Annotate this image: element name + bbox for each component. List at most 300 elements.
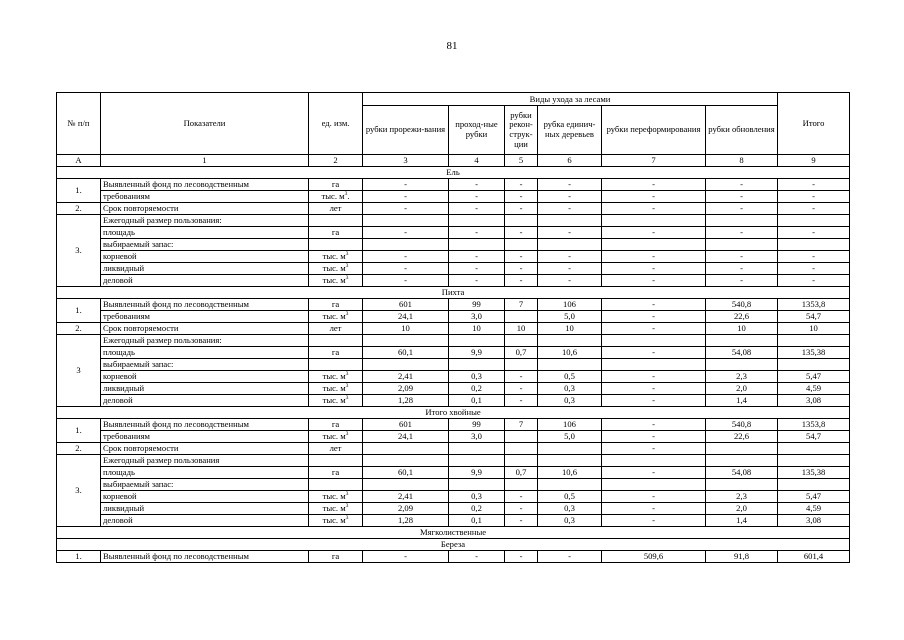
row-value: - (363, 263, 449, 275)
row-value: 0,3 (538, 503, 602, 515)
row-value: - (706, 191, 778, 203)
table-row (57, 251, 850, 263)
row-value: 0,3 (538, 515, 602, 527)
row-value (363, 215, 449, 227)
row-unit (309, 371, 363, 383)
row-value: 5,47 (778, 491, 850, 503)
table-row (57, 419, 850, 431)
row-value: - (505, 383, 538, 395)
row-value: 10 (449, 323, 505, 335)
row-value: 135,38 (778, 467, 850, 479)
row-value: 0,3 (449, 371, 505, 383)
row-value (363, 443, 449, 455)
row-value: 54,7 (778, 311, 850, 323)
row-value: - (363, 227, 449, 239)
row-value: - (706, 227, 778, 239)
row-indicator-label: требованиям (101, 311, 309, 323)
row-value (363, 335, 449, 347)
table-row (57, 203, 850, 215)
row-value: 10,6 (538, 467, 602, 479)
table-row (57, 335, 850, 347)
header-group-care-types: Виды ухода за лесами (363, 93, 778, 106)
row-value (706, 359, 778, 371)
row-value (706, 215, 778, 227)
row-value (449, 359, 505, 371)
column-number: 7 (602, 155, 706, 167)
row-value: 22,6 (706, 311, 778, 323)
row-unit (309, 491, 363, 503)
row-number: 1. (57, 299, 101, 323)
row-value: - (778, 251, 850, 263)
row-unit (309, 203, 363, 215)
unit-superscript: 3 (345, 371, 349, 378)
row-unit (309, 419, 363, 431)
row-value: - (602, 431, 706, 443)
row-value: - (505, 371, 538, 383)
row-unit (309, 179, 363, 191)
row-value: 2,0 (706, 383, 778, 395)
unit-superscript: 3 (345, 491, 349, 498)
row-value (778, 215, 850, 227)
table-row (57, 359, 850, 371)
table-row (57, 371, 850, 383)
row-value: - (602, 191, 706, 203)
row-value (778, 335, 850, 347)
row-value: 0,2 (449, 503, 505, 515)
row-value (538, 335, 602, 347)
row-value: - (778, 227, 850, 239)
row-unit (309, 227, 363, 239)
row-unit (309, 263, 363, 275)
unit-text: тыс. м (322, 275, 346, 286)
row-value: 7 (505, 419, 538, 431)
row-value: 3,0 (449, 311, 505, 323)
row-value: - (363, 191, 449, 203)
row-value (602, 359, 706, 371)
row-value (602, 455, 706, 467)
row-value: 99 (449, 419, 505, 431)
row-value (505, 431, 538, 443)
unit-text: га (331, 347, 340, 358)
row-indicator-label: Ежегодный размер пользования: (101, 215, 309, 227)
table-row (57, 503, 850, 515)
row-value: - (538, 275, 602, 287)
row-value: - (602, 263, 706, 275)
header-col-total: Итого (778, 93, 850, 155)
row-value: 9,9 (449, 347, 505, 359)
table-row (57, 491, 850, 503)
table-row (57, 263, 850, 275)
row-value (363, 359, 449, 371)
row-value: - (706, 251, 778, 263)
row-value: - (505, 515, 538, 527)
fir-section-title: Пихта (57, 287, 850, 299)
unit-text: тыс. м (322, 263, 346, 274)
row-value: 540,8 (706, 299, 778, 311)
row-unit (309, 191, 363, 203)
unit-text: тыс. м (322, 383, 346, 394)
row-value: 106 (538, 299, 602, 311)
row-value (363, 239, 449, 251)
row-value: 4,59 (778, 503, 850, 515)
row-value: 0,5 (538, 491, 602, 503)
row-value: - (602, 275, 706, 287)
row-value: 601 (363, 419, 449, 431)
column-number: 5 (505, 155, 538, 167)
row-value (505, 335, 538, 347)
row-value: 0,5 (538, 371, 602, 383)
header-col-single-trees: рубка единич-ных деревьев (538, 106, 602, 155)
row-value: - (505, 491, 538, 503)
row-value: - (538, 227, 602, 239)
row-value: - (363, 203, 449, 215)
birch-section-title: Береза (57, 539, 850, 551)
row-number: 2. (57, 323, 101, 335)
row-value: 2,09 (363, 383, 449, 395)
row-value: - (449, 179, 505, 191)
row-number: 1. (57, 551, 101, 563)
table-row (57, 191, 850, 203)
row-value: - (538, 203, 602, 215)
unit-text: га (331, 467, 340, 478)
table-row (57, 311, 850, 323)
table-row (57, 479, 850, 491)
row-value: 2,3 (706, 491, 778, 503)
row-value: - (602, 515, 706, 527)
row-value: 24,1 (363, 311, 449, 323)
table-row (57, 443, 850, 455)
row-number: 1. (57, 419, 101, 443)
table-row (57, 455, 850, 467)
row-value: 0,3 (538, 395, 602, 407)
row-value: 0,2 (449, 383, 505, 395)
row-value: 10,6 (538, 347, 602, 359)
row-value: 1,28 (363, 395, 449, 407)
row-unit (309, 467, 363, 479)
row-number: 1. (57, 179, 101, 203)
row-value (505, 479, 538, 491)
row-value (449, 479, 505, 491)
unit-text: тыс. м (322, 503, 346, 514)
row-indicator-label: Выявленный фонд по лесоводственным (101, 179, 309, 191)
row-value (363, 479, 449, 491)
unit-text: тыс. м (322, 251, 346, 262)
row-indicator-label: Срок повторяемости (101, 203, 309, 215)
row-value (505, 443, 538, 455)
row-unit (309, 335, 363, 347)
row-value: 22,6 (706, 431, 778, 443)
row-value (505, 215, 538, 227)
row-indicator-label: ликвидный (101, 503, 309, 515)
row-value: - (505, 251, 538, 263)
row-value: 10 (778, 323, 850, 335)
row-value: - (363, 551, 449, 563)
row-value: - (449, 227, 505, 239)
row-value: - (602, 491, 706, 503)
row-value: 5,0 (538, 311, 602, 323)
unit-superscript: 3 (344, 191, 348, 198)
row-value: - (505, 179, 538, 191)
column-number: 8 (706, 155, 778, 167)
row-value: 0,7 (505, 347, 538, 359)
row-indicator-label: корневой (101, 491, 309, 503)
row-value (449, 455, 505, 467)
row-value: - (505, 227, 538, 239)
row-value (602, 239, 706, 251)
table-row (57, 179, 850, 191)
header-col-thinning: рубки прорежи-вания (363, 106, 449, 155)
row-value (538, 359, 602, 371)
row-value: 0,3 (538, 383, 602, 395)
row-indicator-label: выбираемый запас: (101, 479, 309, 491)
row-value: - (602, 503, 706, 515)
row-value (449, 239, 505, 251)
table-row (57, 239, 850, 251)
row-unit (309, 311, 363, 323)
row-unit (309, 215, 363, 227)
row-value (706, 335, 778, 347)
table-row (57, 347, 850, 359)
row-number: 3. (57, 455, 101, 527)
row-value (778, 479, 850, 491)
table-row (57, 467, 850, 479)
unit-superscript: 3 (345, 431, 349, 438)
row-value: - (602, 179, 706, 191)
row-unit (309, 251, 363, 263)
row-value: - (538, 179, 602, 191)
row-value (505, 455, 538, 467)
row-number: 3. (57, 215, 101, 287)
spruce-section-row (57, 167, 850, 179)
row-unit (309, 383, 363, 395)
unit-text: тыс. м (321, 191, 345, 202)
row-number: 2. (57, 203, 101, 215)
unit-text: тыс. м (322, 395, 346, 406)
row-value: - (778, 263, 850, 275)
row-unit (309, 359, 363, 371)
row-value: - (706, 179, 778, 191)
table-row (57, 323, 850, 335)
header-col-num: № п/п (57, 93, 101, 155)
row-value (778, 359, 850, 371)
deciduous-section-title: Мягколиственные (57, 527, 850, 539)
row-value: - (602, 203, 706, 215)
row-indicator-label: ликвидный (101, 263, 309, 275)
row-indicator-label: требованиям (101, 431, 309, 443)
row-value: - (602, 299, 706, 311)
row-value: 2,41 (363, 491, 449, 503)
row-value (538, 443, 602, 455)
row-value (505, 311, 538, 323)
row-value: - (505, 203, 538, 215)
table-row (57, 215, 850, 227)
unit-text: лет (329, 443, 342, 454)
row-value: - (602, 383, 706, 395)
row-value: - (505, 551, 538, 563)
row-value: 3,0 (449, 431, 505, 443)
row-value (449, 443, 505, 455)
unit-superscript: 3 (345, 503, 349, 510)
column-number: А (57, 155, 101, 167)
table-row (57, 551, 850, 563)
birch-section-row (57, 539, 850, 551)
unit-superscript: 3 (345, 395, 349, 402)
unit-superscript: 3 (345, 311, 349, 318)
row-value (706, 479, 778, 491)
row-unit (309, 275, 363, 287)
row-value: 540,8 (706, 419, 778, 431)
row-value: 1,4 (706, 515, 778, 527)
row-value: 5,47 (778, 371, 850, 383)
row-value: - (602, 395, 706, 407)
column-number: 4 (449, 155, 505, 167)
table-row (57, 227, 850, 239)
row-value: 2,3 (706, 371, 778, 383)
unit-text: га (331, 551, 340, 562)
row-indicator-label: ликвидный (101, 383, 309, 395)
row-value (449, 215, 505, 227)
row-value: 0,1 (449, 515, 505, 527)
row-value: 106 (538, 419, 602, 431)
row-unit (309, 299, 363, 311)
row-unit (309, 479, 363, 491)
row-value: - (449, 275, 505, 287)
row-unit (309, 347, 363, 359)
unit-superscript: 3 (345, 383, 349, 390)
column-number: 1 (101, 155, 309, 167)
row-value: 601 (363, 299, 449, 311)
header-col-renewal: рубки обновления (706, 106, 778, 155)
row-value (778, 455, 850, 467)
row-value: 10 (538, 323, 602, 335)
row-value: - (602, 419, 706, 431)
row-value: 3,08 (778, 395, 850, 407)
row-indicator-label: Выявленный фонд по лесоводственным (101, 551, 309, 563)
row-value (778, 239, 850, 251)
column-number: 9 (778, 155, 850, 167)
row-value: 54,08 (706, 347, 778, 359)
row-value: 2,0 (706, 503, 778, 515)
row-value: - (602, 371, 706, 383)
row-value: 60,1 (363, 347, 449, 359)
column-number-row (57, 155, 850, 167)
row-unit (309, 239, 363, 251)
row-indicator-label: Ежегодный размер пользования (101, 455, 309, 467)
row-value: - (449, 191, 505, 203)
row-value: - (505, 503, 538, 515)
row-value: - (778, 275, 850, 287)
row-value: 2,09 (363, 503, 449, 515)
row-value: - (706, 203, 778, 215)
row-indicator-label: площадь (101, 467, 309, 479)
unit-text: га (331, 419, 340, 430)
row-value: - (538, 551, 602, 563)
fir-section-row (57, 287, 850, 299)
row-value: - (778, 203, 850, 215)
row-value: - (706, 275, 778, 287)
row-value (449, 335, 505, 347)
row-value (538, 455, 602, 467)
row-value (363, 455, 449, 467)
column-number: 6 (538, 155, 602, 167)
unit-superscript: 3 (345, 251, 349, 258)
row-value: 1353,8 (778, 299, 850, 311)
unit-text: га (331, 299, 340, 310)
row-value: 10 (505, 323, 538, 335)
row-value: - (505, 275, 538, 287)
row-value: 91,8 (706, 551, 778, 563)
row-unit (309, 443, 363, 455)
unit-superscript: 3 (345, 263, 349, 270)
deciduous-section-row (57, 527, 850, 539)
page-number: 81 (446, 40, 458, 52)
row-value: 60,1 (363, 467, 449, 479)
row-value: - (505, 263, 538, 275)
row-value (505, 359, 538, 371)
row-indicator-label: Срок повторяемости (101, 443, 309, 455)
table-row (57, 515, 850, 527)
row-value: 24,1 (363, 431, 449, 443)
header-col-reconstruction: рубки рекон-струк-ции (505, 106, 538, 155)
row-unit (309, 515, 363, 527)
row-value: 5,0 (538, 431, 602, 443)
row-value: - (602, 467, 706, 479)
row-value: 601,4 (778, 551, 850, 563)
header-col-unit: ед. изм. (309, 93, 363, 155)
row-value: 10 (363, 323, 449, 335)
row-value: - (363, 275, 449, 287)
row-indicator-label: выбираемый запас: (101, 359, 309, 371)
row-value (706, 455, 778, 467)
row-value: 0,1 (449, 395, 505, 407)
row-value: 135,38 (778, 347, 850, 359)
row-indicator-label: площадь (101, 347, 309, 359)
forest-care-table (56, 92, 850, 563)
unit-text: тыс. м (322, 371, 346, 382)
conifers-total-section-row (57, 407, 850, 419)
row-indicator-label: выбираемый запас: (101, 239, 309, 251)
row-value (538, 215, 602, 227)
header-col-passage: проход-ные рубки (449, 106, 505, 155)
row-value: 99 (449, 299, 505, 311)
row-value: - (449, 203, 505, 215)
row-value: - (363, 179, 449, 191)
row-value: - (449, 263, 505, 275)
unit-superscript: 3 (345, 275, 349, 282)
row-value: - (602, 347, 706, 359)
row-value: - (363, 251, 449, 263)
header-col-reformation: рубки переформирования (602, 106, 706, 155)
row-value: 10 (706, 323, 778, 335)
row-value (602, 215, 706, 227)
row-indicator-label: Ежегодный размер пользования: (101, 335, 309, 347)
row-unit (309, 455, 363, 467)
unit-text: лет (329, 203, 342, 214)
row-value: - (505, 395, 538, 407)
row-unit (309, 503, 363, 515)
row-value: 0,7 (505, 467, 538, 479)
row-indicator-label: деловой (101, 275, 309, 287)
row-value: 4,59 (778, 383, 850, 395)
row-value: - (602, 227, 706, 239)
header-col-indicators: Показатели (101, 93, 309, 155)
row-indicator-label: Выявленный фонд по лесоводственным (101, 299, 309, 311)
row-value: 7 (505, 299, 538, 311)
row-value: 2,41 (363, 371, 449, 383)
row-value (706, 443, 778, 455)
column-number: 3 (363, 155, 449, 167)
row-value (538, 479, 602, 491)
